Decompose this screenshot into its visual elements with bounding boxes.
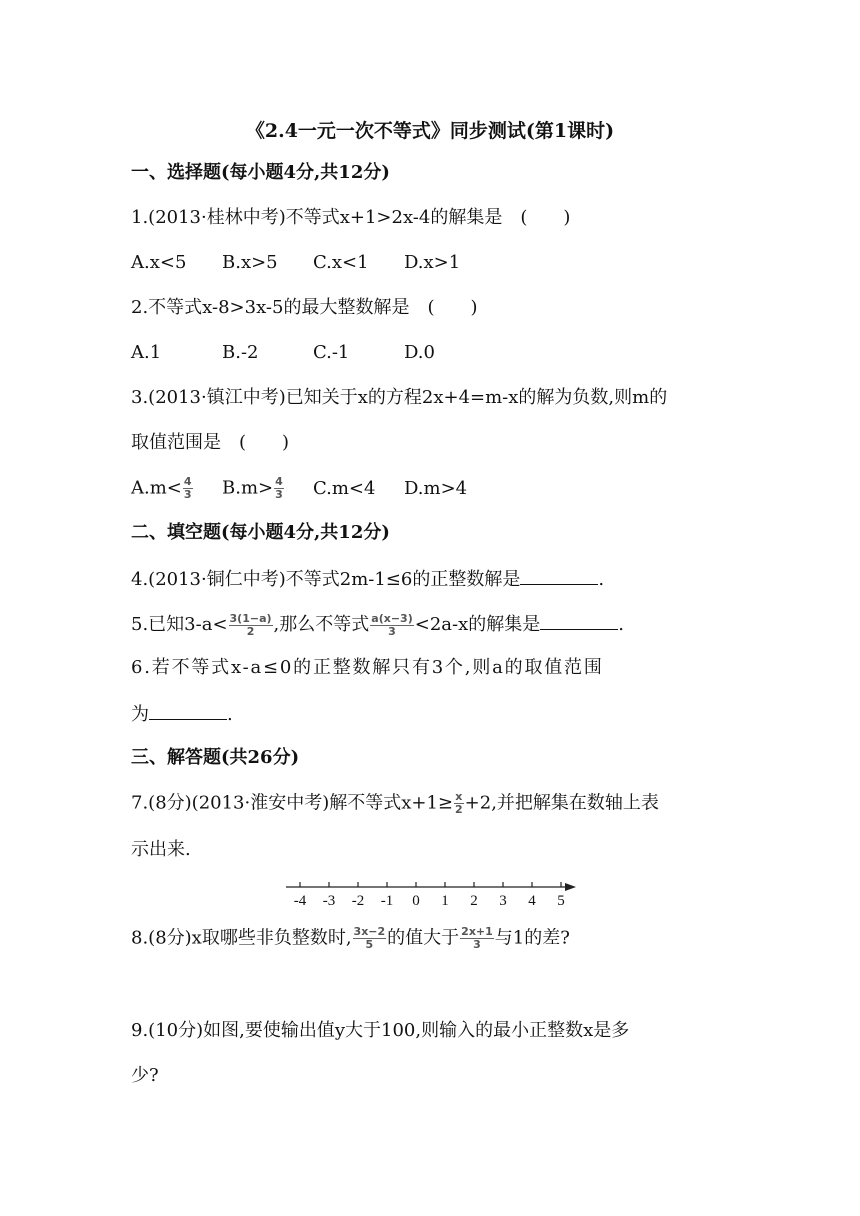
option-b: B.m> $\frac{4}{3}$ [222, 475, 283, 501]
question-9-line2: 少? [131, 1065, 159, 1086]
question-6-line2: 为 . [131, 701, 233, 727]
fraction: $\frac{2x+1}{3}$ [461, 925, 493, 951]
option-b: B.x>5 [222, 252, 278, 273]
number-line-tick-label: 5 [557, 893, 565, 908]
page-title: 《2.4一元一次不等式》同步测试(第1课时) [245, 120, 615, 142]
question-1-options [131, 251, 495, 275]
number-line-tick-label: 0 [412, 893, 420, 908]
number-line-tick-label: -1 [380, 893, 394, 908]
option-c: C.m<4 [313, 477, 376, 499]
fraction: $\frac{4}{3}$ [183, 475, 192, 501]
section-heading-choice: 一、选择题(每小题4分,共12分) [131, 162, 390, 183]
question-3-stem-line2: 取值范围是 ( ) [131, 432, 290, 453]
number-line-tick-label: -2 [351, 893, 365, 908]
fraction: $\frac{x}{2}$ [455, 790, 463, 816]
number-line-arrow-icon [565, 883, 576, 891]
option-d: D.x>1 [404, 252, 461, 273]
number-line [284, 876, 584, 908]
question-1-stem: 1.(2013·桂林中考)不等式x+1>2x-4的解集是 ( ) [131, 207, 571, 228]
number-line-tick-label: 2 [470, 893, 478, 908]
number-line-tick-label: 4 [528, 893, 536, 908]
option-d: D.m>4 [404, 477, 468, 499]
answer-blank [149, 701, 227, 720]
number-line-tick-label: -3 [322, 893, 336, 908]
fraction: $\frac{4}{3}$ [275, 475, 283, 501]
question-7-line2: 示出来. [131, 839, 191, 860]
number-line-tick-label: 3 [499, 893, 507, 908]
option-a: A.m< $\frac{4}{3}$ [131, 475, 192, 501]
question-8: 8.(8分)x取哪些非负整数时, $\frac{3x-2}{5}$ 的值大于 $\frac{2x+1}{3}$ 与1的差? [131, 925, 570, 951]
answer-blank [540, 611, 618, 630]
fraction: $\frac{3x-2}{5}$ [353, 925, 386, 951]
option-a: A.x<5 [131, 252, 187, 273]
question-5: 5.已知3-a< $\frac{3(1-a)}{2}$ ,那么不等式 $\frac{a(x-3)}{3}$ <2a-x的解集是 . [131, 611, 624, 638]
fraction: $\frac{a(x-3)}{3}$ [371, 611, 413, 638]
question-6-line1: 6.若不等式x-a≤0的正整数解只有3个,则a的取值范围 [131, 657, 604, 678]
question-4: 4.(2013·铜仁中考)不等式2m-1≤6的正整数解是 . [131, 566, 604, 592]
section-heading-fill: 二、填空题(每小题4分,共12分) [131, 522, 390, 543]
option-d: D.0 [404, 342, 435, 363]
section-heading-solve: 三、解答题(共26分) [131, 747, 300, 768]
fraction: $\frac{3(1-a)}{2}$ [229, 611, 272, 638]
option-b: B.-2 [222, 342, 259, 363]
question-3-options [131, 476, 495, 501]
question-7-line1: 7.(8分)(2013·淮安中考)解不等式x+1≥ $\frac{x}{2}$ +2,并把解集在数轴上表 [131, 790, 659, 816]
option-c: C.x<1 [313, 252, 369, 273]
question-2-stem: 2.不等式x-8>3x-5的最大整数解是 ( ) [131, 297, 478, 318]
question-2-options [131, 341, 495, 365]
number-line-tick-label: 1 [441, 893, 449, 908]
question-3-stem-line1: 3.(2013·镇江中考)已知关于x的方程2x+4=m-x的解为负数,则m的 [131, 387, 668, 408]
question-9-line1: 9.(10分)如图,要使输出值y大于100,则输入的最小正整数x是多 [131, 1020, 630, 1041]
option-a: A.1 [131, 342, 162, 363]
number-line-tick-label: -4 [293, 893, 307, 908]
answer-blank [520, 566, 598, 585]
option-c: C.-1 [313, 342, 350, 363]
